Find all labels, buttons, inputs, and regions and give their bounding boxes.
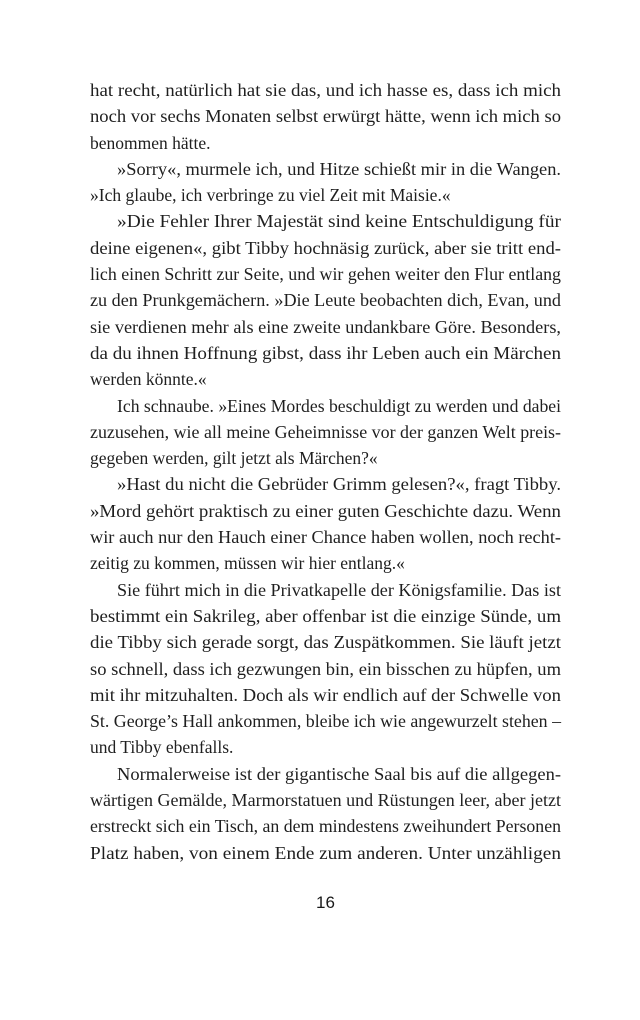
text-line: Sie führt mich in die Privatkapelle der Königsfamilie. Das ist	[117, 579, 561, 600]
text-line: Ich schnaube. »Eines Mordes beschuldigt zu werden und dabei	[117, 395, 561, 416]
page-number: 16	[316, 893, 335, 912]
text-line: noch vor sechs Monaten selbst erwürgt hätte, wenn ich mich so	[90, 106, 561, 127]
text-line: »Hast du nicht die Gebrüder Grimm gelesen?«, fragt Tibby.	[117, 474, 561, 495]
text-line: Normalerweise ist der gigantische Saal bis auf die allgegen-	[117, 763, 561, 784]
text-line: bestimmt ein Sakrileg, aber offenbar ist die einzige Sünde, um	[90, 605, 561, 626]
book-page-text	[90, 80, 561, 869]
text-line: mit ihr mitzuhalten. Doch als wir endlich auf der Schwelle von	[90, 684, 561, 705]
text-line: St. George’s Hall ankommen, bleibe ich wie angewurzelt stehen –	[90, 711, 561, 732]
text-line: da du ihnen Hoffnung gibst, dass ihr Leben auch ein Märchen	[90, 342, 561, 363]
text-line: wir auch nur den Hauch einer Chance haben wollen, noch recht-	[90, 527, 561, 548]
text-line: zu den Prunkgemächern. »Die Leute beobachten dich, Evan, und	[90, 290, 561, 311]
text-line: wärtigen Gemälde, Marmorstatuen und Rüstungen leer, aber jetzt	[90, 790, 561, 811]
text-line: zuzusehen, wie all meine Geheimnisse vor der ganzen Welt preis-	[90, 421, 561, 442]
text-line: die Tibby sich gerade sorgt, das Zuspätkommen. Sie läuft jetzt	[90, 632, 561, 653]
text-line: sie verdienen mehr als eine zweite undankbare Göre. Besonders,	[90, 316, 561, 337]
text-line: lich einen Schritt zur Seite, und wir gehen weiter den Flur entlang	[90, 264, 561, 285]
text-line: erstreckt sich ein Tisch, an dem mindestens zweihundert Personen	[90, 816, 561, 837]
text-line: »Sorry«, murmele ich, und Hitze schießt mir in die Wangen.	[117, 158, 561, 179]
text-line: deine eigenen«, gibt Tibby hochnäsig zurück, aber sie tritt end-	[90, 237, 561, 258]
text-line: so schnell, dass ich gezwungen bin, ein bisschen zu hüpfen, um	[90, 658, 561, 679]
text-line: gegeben werden, gilt jetzt als Märchen?«	[90, 448, 378, 469]
text-line: zeitig zu kommen, müssen wir hier entlang.«	[90, 553, 405, 574]
text-line: »Ich glaube, ich verbringe zu viel Zeit mit Maisie.«	[90, 185, 451, 206]
text-line: benommen hätte.	[90, 132, 211, 153]
text-line: und Tibby ebenfalls.	[90, 737, 234, 758]
text-line: »Die Fehler Ihrer Majestät sind keine Entschuldigung für	[117, 211, 561, 232]
text-line: »Mord gehört praktisch zu einer guten Geschichte dazu. Wenn	[90, 500, 561, 521]
text-line: werden könnte.«	[90, 369, 207, 390]
text-line: Platz haben, von einem Ende zum anderen. Unter unzähligen	[90, 842, 561, 863]
text-line: hat recht, natürlich hat sie das, und ich hasse es, dass ich mich	[90, 80, 561, 100]
